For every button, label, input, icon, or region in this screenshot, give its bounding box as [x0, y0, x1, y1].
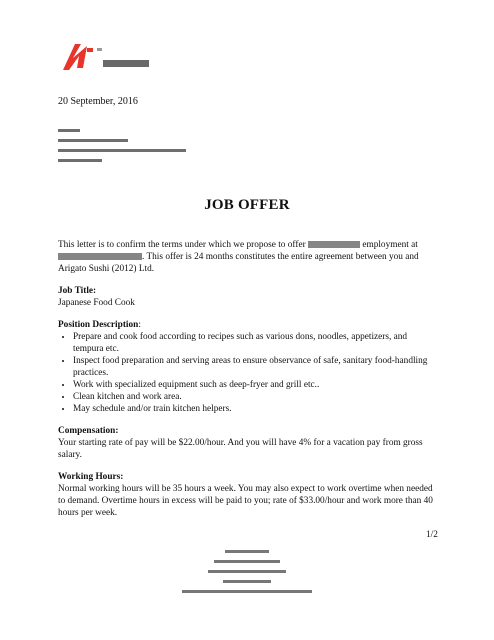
position-section: [58, 319, 436, 415]
intro-paragraph: This letter is to confirm the terms under which we propose to offer employment at . This offer is 24 months constitutes the entire agreement between you and Arigato Sushi (2012) Ltd.: [58, 240, 419, 274]
job-title-value: Japanese Food Cook: [58, 298, 135, 308]
compensation-text: Your starting rate of pay will be $22.00/hour. And you will have 4% for a vacation pay from gross salary.: [58, 438, 423, 460]
page-number: 1/2: [426, 530, 438, 540]
company-logo: [57, 38, 157, 74]
duty-item: • Work with specialized equipment such as deep-fryer and grill etc..: [73, 379, 436, 391]
hours-text: Normal working hours will be 35 hours a week. You may also expect to work overtime when needed to demand. Overtime hours in excess will be paid to you; rate of $33.00/hour and work more than 40 hours per week.: [58, 484, 433, 518]
recipient-address-redacted: [58, 129, 186, 169]
job-title-heading: Job Title:: [58, 286, 97, 296]
position-heading: Position Description: [58, 320, 139, 330]
letter-date: 20 September, 2016: [58, 96, 138, 107]
position-heading-line: Position Description:: [58, 320, 141, 330]
job-title-section: [58, 285, 436, 309]
duty-item: • May schedule and/or train kitchen helpers.: [73, 403, 436, 415]
duty-item: • Prepare and cook food according to recipes such as various dons, noodles, appetizers, and tempura etc.: [73, 331, 436, 355]
document-title: JOB OFFER: [204, 197, 290, 213]
compensation-heading: Compensation:: [58, 426, 119, 436]
hours-section: [58, 471, 436, 519]
duty-item: • Clean kitchen and work area.: [73, 391, 436, 403]
compensation-section: [58, 425, 436, 461]
letter-body: [58, 239, 436, 519]
duties-list: [58, 331, 436, 415]
footer-address-redacted: [0, 550, 494, 600]
duty-item: • Inspect food preparation and serving areas to ensure observance of safe, sanitary food-handling practices.: [73, 355, 436, 379]
redacted-name: [308, 241, 360, 248]
hours-heading: Working Hours:: [58, 472, 124, 482]
redacted-company: [58, 253, 142, 260]
